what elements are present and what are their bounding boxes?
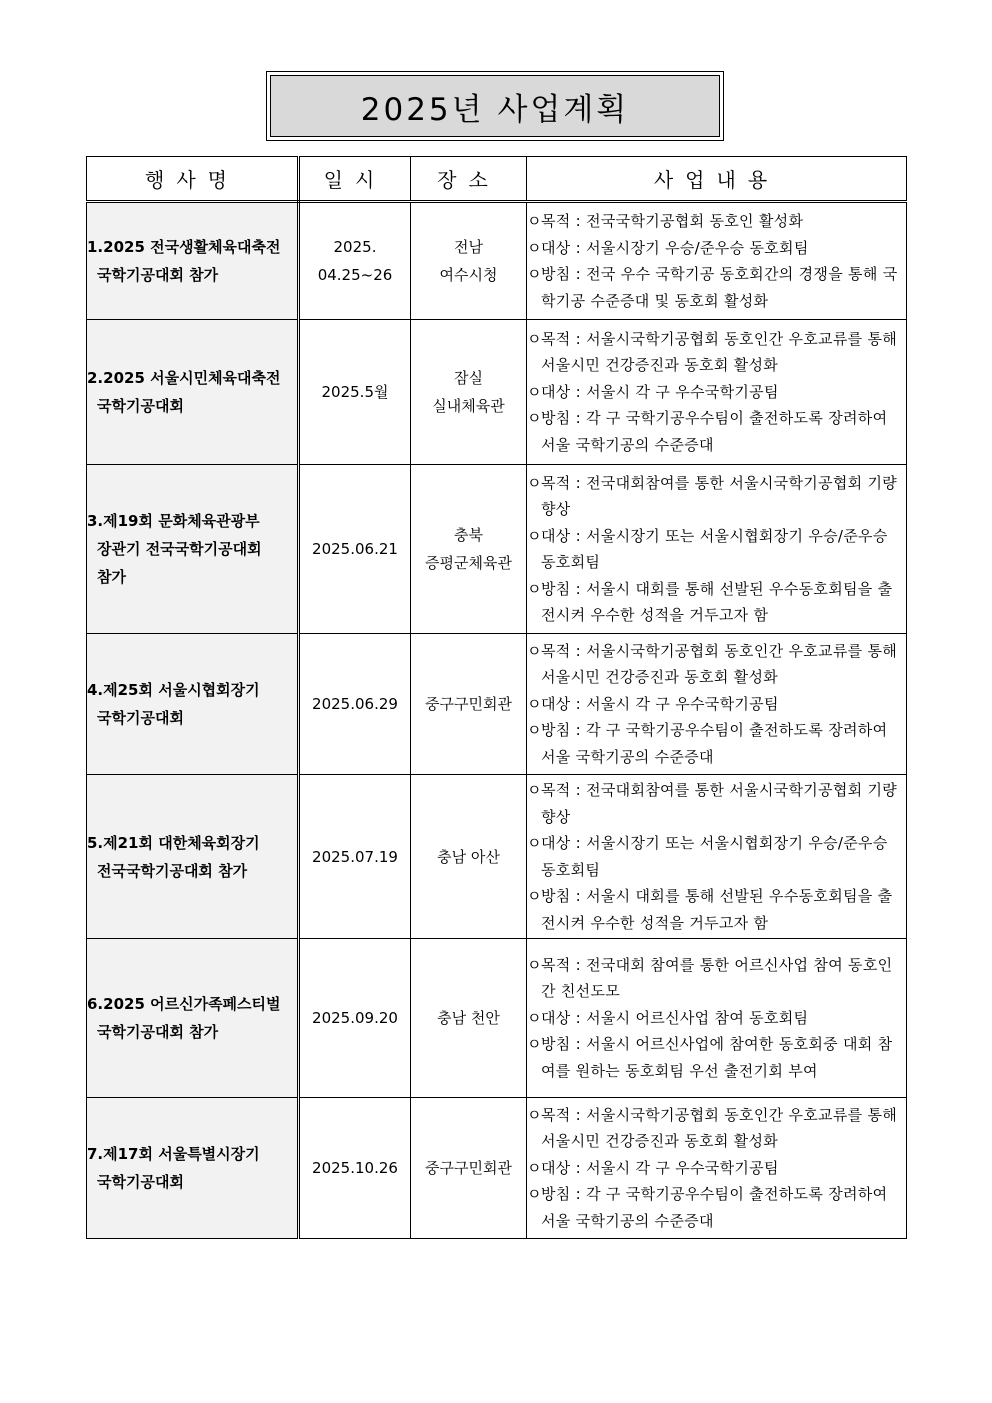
header-date: 일시 (299, 157, 411, 202)
event-name-line: 국학기공대회 참가 (97, 1023, 219, 1041)
event-name-line: 7.제17회 서울특별시장기 (87, 1145, 260, 1163)
event-name-line: 국학기공대회 (97, 397, 184, 415)
event-date-cell (299, 465, 411, 634)
event-place-cell (411, 775, 527, 939)
event-content-cell (527, 1098, 907, 1239)
content-item (527, 1155, 906, 1182)
event-name-cell (87, 465, 299, 634)
event-place-cell (411, 939, 527, 1098)
content-text: 대상 : 서울시장기 우승/준우승 동호회팀 (541, 238, 809, 257)
bullet-mark: ㅇ (527, 781, 542, 799)
event-date-cell (299, 634, 411, 775)
event-place-line: 중구구민회관 (425, 1159, 512, 1177)
content-item (527, 1181, 906, 1234)
event-date-line: 04.25~26 (317, 266, 393, 284)
event-place-line: 실내체육관 (432, 397, 505, 415)
event-name-cell (87, 1098, 299, 1239)
event-name-line: 4.제25회 서울시협회장기 (87, 681, 260, 699)
content-item (527, 1102, 906, 1155)
content-item (527, 1031, 906, 1084)
bullet-mark: ㅇ (527, 329, 542, 348)
header-place: 장소 (411, 157, 527, 202)
bullet-mark: ㅇ (527, 955, 542, 974)
content-item (527, 1005, 906, 1032)
bullet-mark: ㅇ (527, 473, 542, 492)
event-date-line: 2025.06.29 (312, 695, 398, 713)
table-row (87, 939, 907, 1098)
event-date-line: 2025.06.21 (312, 540, 398, 558)
event-place-cell (411, 465, 527, 634)
event-name-cell (87, 775, 299, 939)
event-place-cell (411, 1098, 527, 1239)
event-date-line: 2025.10.26 (312, 1159, 398, 1177)
bullet-mark: ㅇ (527, 212, 542, 230)
plan-table (86, 156, 907, 1239)
content-item (527, 470, 906, 523)
event-name-cell (87, 202, 299, 320)
content-item (527, 952, 906, 1005)
event-content-cell (527, 939, 907, 1098)
title-box (266, 71, 724, 141)
content-text: 방침 : 각 구 국학기공우수팀이 출전하도록 장려하여 서울 국학기공의 수준증대 (541, 721, 888, 766)
event-content-cell (527, 320, 907, 465)
content-text: 대상 : 서울시 각 구 우수국학기공팀 (541, 1158, 779, 1177)
content-text: 방침 : 서울시 어르신사업에 참여한 동호회중 대회 참여를 원하는 동호회팀 우선 출전기회 부여 (541, 1035, 893, 1080)
event-place-line: 충북 (454, 526, 483, 544)
event-date-line: 2025. (333, 238, 377, 256)
content-text: 목적 : 서울시국학기공협회 동호인간 우호교류를 통해 서울시민 건강증진과 동호회 활성화 (541, 1105, 898, 1151)
bullet-mark: ㅇ (527, 238, 542, 257)
table-row (87, 202, 907, 320)
event-place-line: 충남 아산 (437, 847, 500, 866)
content-text: 방침 : 서울시 대회를 통해 선발된 우수동호회팀을 출전시켜 우수한 성적을 거두고자 함 (541, 887, 893, 932)
content-item (527, 576, 906, 629)
event-place-line: 전남 (454, 238, 483, 256)
content-text: 목적 : 전국대회참여를 통한 서울시국학기공협회 기량 향상 (541, 473, 898, 518)
event-name-cell (87, 634, 299, 775)
bullet-mark: ㅇ (527, 721, 542, 740)
content-text: 목적 : 서울시국학기공협회 동호인간 우호교류를 통해 서울시민 건강증진과 동호회 활성화 (541, 641, 898, 687)
bullet-mark: ㅇ (527, 887, 542, 905)
event-place-cell (411, 202, 527, 320)
content-item (527, 717, 906, 770)
content-item (527, 208, 906, 235)
bullet-mark: ㅇ (527, 409, 542, 428)
event-date-cell (299, 320, 411, 465)
event-content-cell (527, 202, 907, 320)
event-date-line: 2025.09.20 (312, 1009, 398, 1027)
event-place-line: 충남 천안 (437, 1009, 500, 1027)
event-place-line: 증평군체육관 (425, 554, 512, 572)
table-row (87, 1098, 907, 1239)
event-place-line: 중구구민회관 (425, 695, 512, 713)
event-date-cell (299, 939, 411, 1098)
bullet-mark: ㅇ (527, 641, 542, 660)
bullet-mark: ㅇ (527, 579, 542, 598)
content-item (527, 326, 906, 379)
event-name-line: 3.제19회 문화체육관광부 (87, 512, 260, 530)
event-date-line: 2025.07.19 (312, 847, 398, 866)
content-text: 목적 : 서울시국학기공협회 동호인간 우호교류를 통해 서울시민 건강증진과 동호회 활성화 (541, 329, 898, 375)
event-place-cell (411, 320, 527, 465)
event-name-line: 장관기 전국국학기공대회 (97, 540, 262, 558)
content-item (527, 235, 906, 262)
event-name-line: 5.제21회 대한체육회장기 (87, 833, 260, 852)
plan-body (87, 202, 907, 1239)
table-row (87, 465, 907, 634)
event-place-line: 잠실 (454, 369, 483, 387)
event-date-cell (299, 1098, 411, 1239)
event-name-cell (87, 939, 299, 1098)
bullet-mark: ㅇ (527, 382, 542, 401)
event-name-cell (87, 320, 299, 465)
content-text: 목적 : 전국대회참여를 통한 서울시국학기공협회 기량 향상 (541, 781, 898, 826)
content-item (527, 261, 906, 314)
table-row (87, 634, 907, 775)
bullet-mark: ㅇ (527, 694, 542, 713)
content-text: 대상 : 서울시장기 또는 서울시협회장기 우승/준우승 동호회팀 (541, 834, 888, 879)
content-text: 목적 : 전국국학기공협회 동호인 활성화 (541, 212, 804, 230)
content-item (527, 830, 906, 883)
event-date-line: 2025.5월 (321, 383, 389, 401)
event-content-cell (527, 465, 907, 634)
content-item (527, 691, 906, 718)
bullet-mark: ㅇ (527, 1105, 542, 1124)
bullet-mark: ㅇ (527, 1008, 542, 1027)
header-row (87, 157, 907, 202)
bullet-mark: ㅇ (527, 834, 542, 852)
event-name-line: 1.2025 전국생활체육대축전 (87, 238, 281, 256)
content-text: 대상 : 서울시 어르신사업 참여 동호회팀 (541, 1008, 809, 1027)
header-content: 사업내용 (527, 157, 907, 202)
event-place-cell (411, 634, 527, 775)
content-item (527, 883, 906, 936)
event-content-cell (527, 634, 907, 775)
content-item (527, 379, 906, 406)
content-text: 방침 : 전국 우수 국학기공 동호회간의 경쟁을 통해 국학기공 수준증대 및 동호회 활성화 (541, 265, 898, 310)
content-item (527, 523, 906, 576)
content-text: 대상 : 서울시 각 구 우수국학기공팀 (541, 382, 779, 401)
content-text: 방침 : 각 구 국학기공우수팀이 출전하도록 장려하여 서울 국학기공의 수준증대 (541, 1185, 888, 1230)
bullet-mark: ㅇ (527, 1185, 542, 1204)
event-name-line: 국학기공대회 (97, 709, 184, 727)
event-place-line: 여수시청 (439, 266, 498, 284)
content-item (527, 638, 906, 691)
bullet-mark: ㅇ (527, 1035, 542, 1054)
event-name-line: 전국국학기공대회 참가 (97, 861, 248, 880)
content-text: 방침 : 서울시 대회를 통해 선발된 우수동호회팀을 출전시켜 우수한 성적을 거두고자 함 (541, 579, 893, 624)
event-name-line: 2.2025 서울시민체육대축전 (87, 369, 281, 387)
event-name-line: 국학기공대회 참가 (97, 266, 219, 284)
event-content-cell (527, 775, 907, 939)
page-title: 2025년 사업계획 (270, 75, 720, 137)
bullet-mark: ㅇ (527, 526, 542, 545)
bullet-mark: ㅇ (527, 265, 542, 283)
content-item (527, 405, 906, 458)
event-name-line: 6.2025 어르신가족페스티벌 (87, 995, 281, 1013)
table-row (87, 775, 907, 939)
table-row (87, 320, 907, 465)
event-name-line: 국학기공대회 (97, 1173, 184, 1191)
event-date-cell (299, 775, 411, 939)
header-name: 행사명 (87, 157, 299, 202)
content-item (527, 777, 906, 830)
event-date-cell (299, 202, 411, 320)
event-name-line: 참가 (97, 568, 126, 586)
content-text: 대상 : 서울시 각 구 우수국학기공팀 (541, 694, 779, 713)
content-text: 방침 : 각 구 국학기공우수팀이 출전하도록 장려하여 서울 국학기공의 수준증대 (541, 409, 888, 454)
content-text: 대상 : 서울시장기 또는 서울시협회장기 우승/준우승 동호회팀 (541, 526, 888, 571)
content-text: 목적 : 전국대회 참여를 통한 어르신사업 참여 동호인간 친선도모 (541, 955, 893, 1001)
bullet-mark: ㅇ (527, 1158, 542, 1177)
